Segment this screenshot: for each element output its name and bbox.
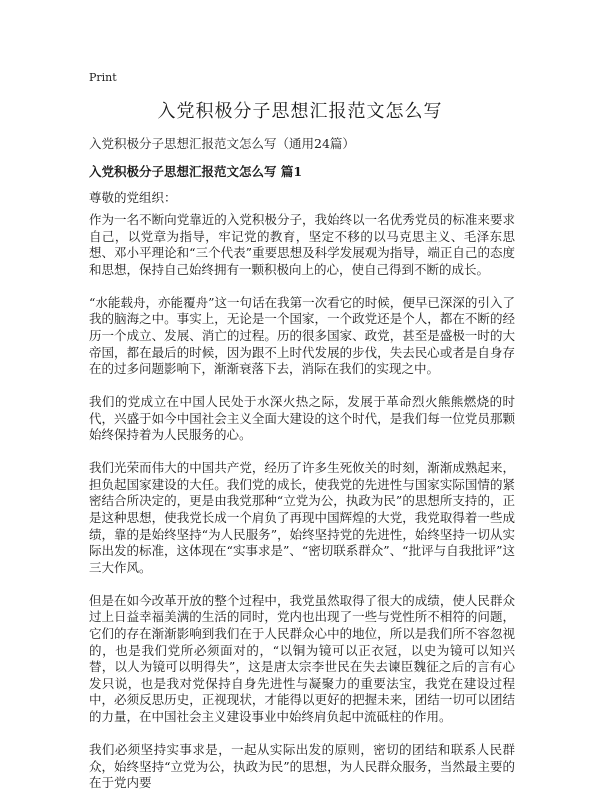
salutation: 尊敬的党组织： [89, 190, 177, 205]
document-body [89, 212, 515, 808]
section-title: 入党积极分子思想汇报范文怎么写 篇1 [89, 164, 303, 179]
paragraph: 我们必须坚持实事求是，一起从实际出发的原则，密切的团结和联系人民群众，始终坚持“立党为公，执政为民”的思想，为人民群众服务，当然最主要的在于党内要 [89, 741, 515, 791]
print-label[interactable]: Print [89, 71, 117, 84]
paragraph: 作为一名不断向党靠近的入党积极分子，我始终以一名优秀党员的标准来要求自己，以党章为指导，牢记党的教育，坚定不移的以马克思主义、毛泽东思想、邓小平理论和“三个代表”重要思想及科学发展观为指导，端正自己的态度和思想，保持自己始终拥有一颗积极向上的心，使自己得到不断的成长。 [89, 212, 515, 277]
paragraph: “水能载舟，亦能覆舟”这一句话在我第一次看它的时候，便早已深深的引入了我的脑海之中。事实上，无论是一个国家，一个政党还是个人，都在不断的经历一个成立、发展、消亡的过程。历的很多国家、政党，甚至是盛极一时的大帝国，都在最后的时候，因为跟不上时代发展的步伐，失去民心或者是自身存在的过多问题影响下，渐渐衰落下去，消际在我们的实现之中。 [89, 294, 515, 377]
paragraph: 我们光荣而伟大的中国共产党，经历了许多生死攸关的时刻，渐渐成熟起来，担负起国家建设的大任。我们党的成长，使我党的先进性与国家实际国情的紧密结合所决定的，更是由我党那种“立党为公，执政为民”的思想所支持的，正是这种思想，使我党长成一个肩负了再现中国辉煌的大党，我党取得着一些成绩，靠的是始终坚持“为人民服务”，始终坚持党的先进性，始终坚持一切从实际出发的标准，这体现在“实事求是”、“密切联系群众”、“批评与自我批评”这三大作风。 [89, 460, 515, 575]
document-subtitle: 入党积极分子思想汇报范文怎么写（通用24篇） [89, 136, 355, 151]
paragraph: 但是在如今改革开放的整个过程中，我党虽然取得了很大的成绩，使人民群众过上日益幸福美满的生活的同时，党内也出现了一些与党性所不相符的问题，它们的存在渐渐影响到我们在于人民群众心中的地位，所以是我们所不容忽视的，也是我们党所必须面对的，“以铜为镜可以正衣冠，以史为镜可以知兴替，以人为镜可以明得失”，这是唐太宗李世民在失去谏臣魏征之后的言有心发只说，也是我对党保持自身先进性与凝聚力的重要法宝，我党在建设过程中，必须反思历史，正视现状，才能得以更好的把握未来，团结一切可以团结的力量，在中国社会主义建设事业中始终肩负起中流砥柱的作用。 [89, 592, 515, 724]
paragraph: 我们的党成立在中国人民处于水深火热之际，发展于革命烈火熊熊燃烧的时代，兴盛于如今中国社会主义全面大建设的这个时代，是我们每一位党员那颗始终保持着为人民服务的心。 [89, 394, 515, 443]
document-title: 入党积极分子思想汇报范文怎么写 [157, 101, 443, 122]
